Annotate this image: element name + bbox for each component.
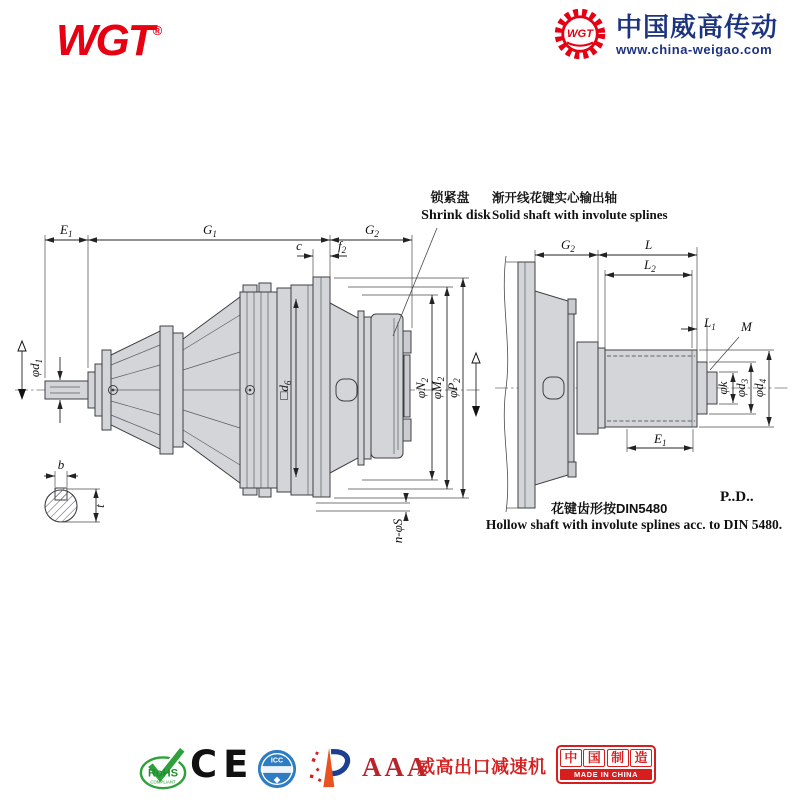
icc-badge	[256, 748, 298, 795]
front-flange	[160, 326, 173, 454]
rohs-sublabel: COMPLIANT	[150, 779, 176, 785]
spline-standard-note-cn: 花键齿形按DIN5480	[551, 501, 668, 516]
dim-L1: $L_1$	[704, 315, 716, 332]
model-code: P..D..	[720, 489, 754, 505]
input-shaft	[45, 350, 111, 430]
shrink-disk-label-cn: 锁紧盘	[430, 190, 470, 205]
dim-L: L	[645, 237, 653, 252]
rotation-direction-symbol	[18, 341, 26, 400]
dim-k: φk	[715, 381, 730, 395]
stamp-char: 国	[583, 749, 605, 767]
front-cone-housing	[111, 331, 160, 449]
hollow-shaft-note-en: Hollow shaft with involute splines acc. to DIN 5480.	[485, 517, 783, 532]
export-slogan-cn: 威高出口减速机	[417, 757, 547, 777]
dim-c: c	[296, 238, 302, 253]
dim-b: b	[57, 457, 65, 472]
dim-P2: $\varphi P_2$	[445, 378, 462, 398]
shrink-disk-leader	[393, 228, 437, 336]
dim-M: M	[741, 319, 752, 334]
quality-sail-logo	[308, 743, 354, 798]
dim-d1: $\varphi d_1$	[27, 358, 44, 378]
rear-cone	[535, 291, 576, 485]
dim-M2: $\varphi M_2$	[429, 376, 446, 400]
hub-ring	[598, 348, 605, 428]
gear-logo-icon	[552, 6, 608, 62]
dim-G1: $G_1$	[203, 222, 217, 239]
stamp-char: 中	[560, 749, 582, 767]
mounting-plate	[518, 262, 535, 508]
brand-website: www.china-weigao.com	[616, 41, 773, 57]
certification-row	[0, 740, 800, 800]
dim-G2: $G_2$	[561, 237, 575, 254]
brand-name-cn: 中国威高传动	[616, 11, 779, 42]
right-view-output-shaft	[495, 237, 788, 512]
shaft-collar	[697, 362, 707, 414]
shrink-disk-label-en: Shrink disk	[421, 208, 491, 223]
shaft-cross-section	[45, 488, 77, 522]
made-in-china-stamp	[556, 745, 656, 784]
dim-t: t	[92, 504, 107, 508]
rohs-badge	[138, 743, 188, 798]
aaa-rating: AAA	[362, 752, 430, 782]
dim-d3: $\varphi d_3$	[733, 378, 750, 398]
stamp-char: 制	[607, 749, 629, 767]
dim-E1: $E_1$	[60, 222, 73, 239]
dim-d4: $\varphi d_4$	[751, 378, 768, 398]
splined-shaft	[605, 350, 697, 427]
mounting-plate	[313, 277, 330, 497]
wgt-logo-text: WGT	[56, 16, 153, 65]
left-view-gearbox	[15, 222, 482, 543]
shrink-disk	[371, 314, 411, 458]
made-in-china-label: MADE IN CHINA	[560, 769, 652, 780]
dim-G2: $G_2$	[365, 222, 379, 239]
spacer-ring	[358, 311, 364, 465]
rohs-label: RoHS	[147, 767, 179, 780]
solid-shaft-label-en: Solid shaft with involute splines	[492, 207, 668, 222]
solid-shaft-label-cn: 渐开线花键实心输出轴	[492, 191, 618, 205]
brand-block	[552, 6, 778, 62]
main-cone-housing	[183, 297, 240, 483]
icc-label: ICC	[270, 756, 284, 765]
dim-E1: $E_1$	[654, 431, 667, 448]
rotation-direction-symbol	[472, 353, 480, 417]
spacer-ring	[364, 317, 371, 459]
registered-mark: ®	[152, 23, 163, 38]
dim-N2: $\varphi N_2$	[413, 377, 430, 399]
spacer-ring	[173, 333, 183, 447]
shaft-hub	[577, 342, 598, 434]
wgt-logo	[56, 16, 162, 66]
stamp-char: 造	[630, 749, 652, 767]
output-housing	[291, 285, 313, 495]
gear-logo-text: WGT	[566, 27, 594, 40]
rear-cone	[330, 303, 358, 473]
dim-d6: $□d_6$	[276, 380, 293, 400]
dim-nS: n-φS	[390, 518, 405, 544]
dim-f2: $f_2$	[338, 238, 347, 255]
dim-L2: $L_2$	[644, 257, 656, 274]
break-line	[504, 256, 507, 512]
ce-mark: CE	[190, 743, 255, 786]
